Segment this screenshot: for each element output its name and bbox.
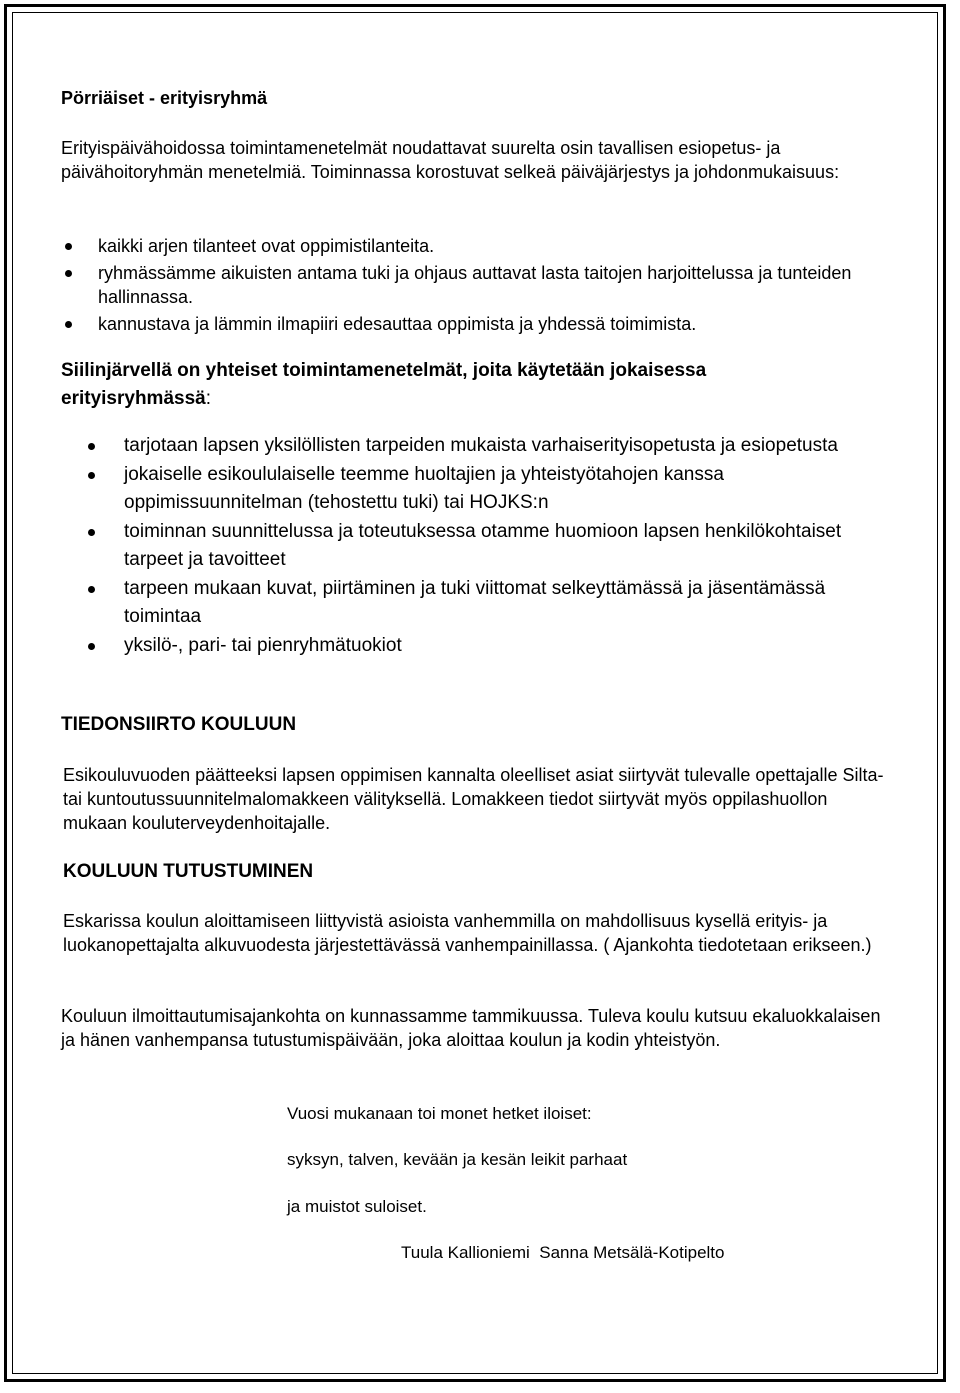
list-item — [61, 234, 911, 258]
heading-colon: : — [205, 388, 211, 409]
bullet-icon — [88, 529, 95, 536]
list-item — [61, 432, 891, 460]
bullet-icon — [65, 243, 72, 250]
list-item-text: kannustava ja lämmin ilmapiiri edesauttaa oppimista ja yhdessä toimimista. — [98, 314, 697, 334]
list-item — [61, 312, 911, 336]
list-item-text: tarpeen mukaan kuvat, piirtäminen ja tuki viittomat selkeyttämässä ja jäsentämässä toimintaa — [124, 578, 826, 627]
bullet-icon — [88, 472, 95, 479]
signature: Tuula Kallioniemi Sanna Metsälä-Kotipelto — [401, 1243, 725, 1262]
common-methods-heading — [61, 357, 821, 413]
list-item-text: kaikki arjen tilanteet ovat oppimistilanteita. — [98, 236, 435, 256]
page-frame — [4, 4, 946, 1382]
list-item — [61, 261, 911, 309]
list-item — [61, 461, 891, 517]
intro-paragraph: Erityispäivähoidossa toimintamenetelmät noudattavat suurelta osin tavallisen esiopetus- ja päivähoitoryhmän menetelmiä. Toiminnassa korostuvat selkeä päiväjärjestys ja johdonmukaisuus: — [61, 138, 840, 182]
tutustuminen-paragraph-2: Kouluun ilmoittautumisajankohta on kunnassamme tammikuussa. Tuleva koulu kutsuu ekaluokkalaisen ja hänen vanhempansa tutustumispäivään, joka aloittaa koulun ja kodin yhteistyön. — [61, 1006, 881, 1050]
list-item — [61, 632, 891, 660]
list-item — [61, 575, 891, 631]
bullet-icon — [65, 321, 72, 328]
common-methods-heading-text: Siilinjärvellä on yhteiset toimintamenetelmät, joita käytetään jokaisessa erityisryhmässä — [61, 360, 707, 409]
section-title-porriaiset: Pörriäiset - erityisryhmä — [61, 88, 268, 108]
list-item-text: toiminnan suunnittelussa ja toteutuksessa otamme huomioon lapsen henkilökohtaiset tarpeet ja tavoitteet — [124, 521, 842, 570]
list-item-text: jokaiselle esikoululaiselle teemme huoltajien ja yhteistyötahojen kanssa oppimissuunnitelman (tehostettu tuki) tai HOJKS:n — [124, 464, 724, 513]
page-content — [7, 7, 943, 1379]
bullet-icon — [88, 643, 95, 650]
list-item — [61, 518, 891, 574]
list-item-text: ryhmässämme aikuisten antama tuki ja ohjaus auttavat lasta taitojen harjoittelussa ja tunteiden hallinnassa. — [98, 263, 852, 307]
tutustuminen-paragraph-1: Eskarissa koulun aloittamiseen liittyvistä asioista vanhemmilla on mahdollisuus kysellä erityis- ja luokanopettajalta alkuvuodesta järjestettävässä vanhempainillassa. ( Ajankohta tiedotetaan erikseen.) — [63, 911, 872, 955]
list-item-text: yksilö-, pari- tai pienryhmätuokiot — [124, 635, 402, 656]
section-title-tiedonsiirto: TIEDONSIIRTO KOULUUN — [61, 714, 297, 735]
bullet-icon — [88, 443, 95, 450]
list-item-text: tarjotaan lapsen yksilöllisten tarpeiden mukaista varhaiserityisopetusta ja esiopetusta — [124, 435, 838, 456]
bullet-icon — [88, 586, 95, 593]
poem-line-2: syksyn, talven, kevään ja kesän leikit parhaat — [287, 1150, 628, 1169]
common-methods-list — [61, 432, 891, 660]
poem-line-3: ja muistot suloiset. — [287, 1197, 427, 1216]
section-title-kouluun-tutustuminen: KOULUUN TUTUSTUMINEN — [63, 861, 314, 882]
bullet-icon — [65, 270, 72, 277]
methods-list — [61, 234, 911, 336]
tiedonsiirto-paragraph: Esikouluvuoden päätteeksi lapsen oppimisen kannalta oleelliset asiat siirtyvät tulevalle opettajalle Silta- tai kuntoutussuunnitelmalomakkeen välityksellä. Lomakkeen tiedot siirtyvät myös oppilashuollon mukaan kouluterveydenhoitajalle. — [63, 765, 884, 833]
poem-line-1: Vuosi mukanaan toi monet hetket iloiset: — [287, 1104, 592, 1123]
